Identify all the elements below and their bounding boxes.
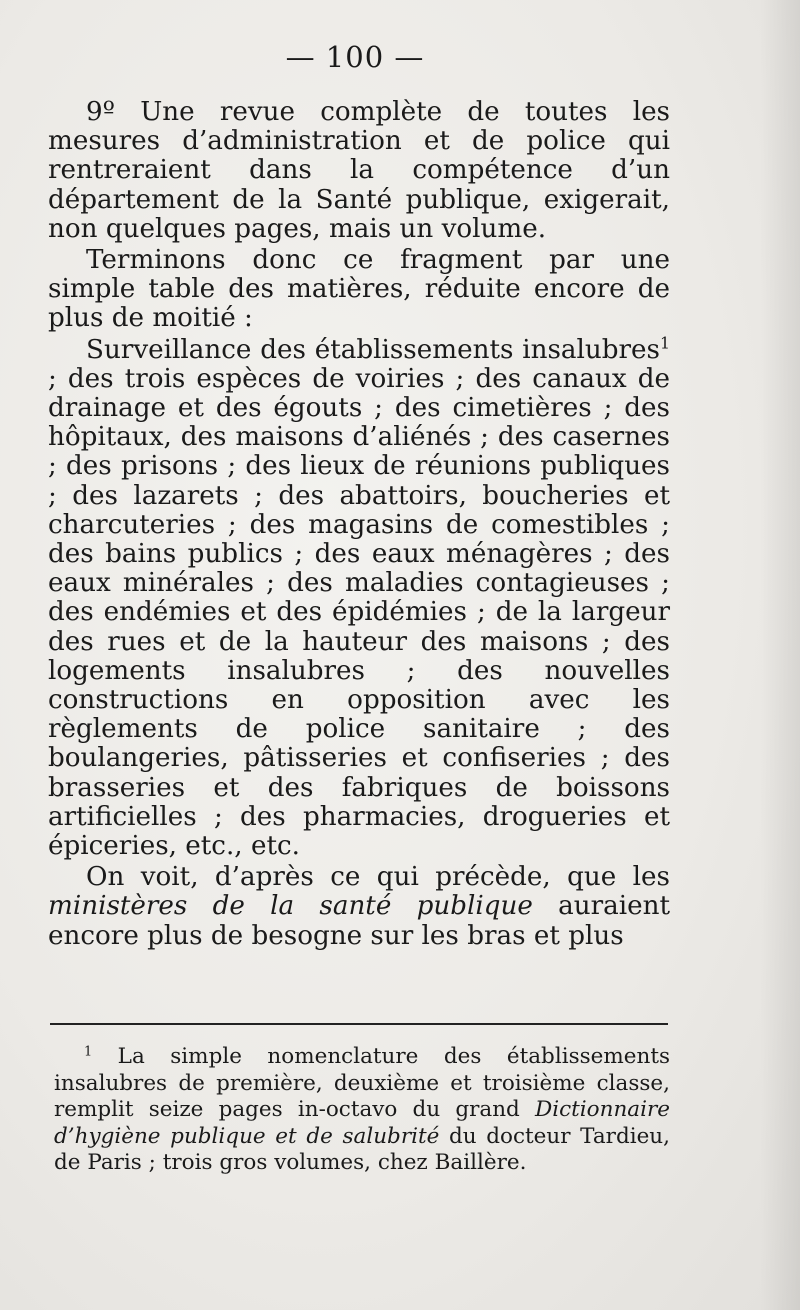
footnote [54, 1044, 670, 1177]
footnote-mark: 1 [84, 1044, 93, 1060]
footnote-separator [50, 1023, 668, 1025]
footnote-text-end: du docteur Tardieu, de Paris ; trois gros volumes, chez Baillère. [54, 1123, 670, 1176]
main-text [48, 98, 670, 951]
paragraph-text: auraient encore plus de besogne sur les bras et plus [48, 891, 670, 951]
paragraph-text: Surveillance des établissements insalubres [86, 334, 660, 365]
paragraph-text: On voit, d’après ce qui précède, que les [86, 862, 670, 893]
paragraph-on-voit [48, 863, 670, 951]
paragraph-terminons: Terminons donc ce fragment par une simple table des matières, réduite encore de plus de moitié : [48, 245, 670, 334]
footnote-text-start: La simple nomenclature des établissements insalubres de première, deuxième et troisième classe, remplit seize pages in-octavo du grand [54, 1044, 670, 1123]
footnote-text [54, 1044, 670, 1177]
page-number-header: — 100 — [285, 40, 425, 74]
paragraph-item-9: 9º Une revue complète de toutes les mesures d’administration et de police qui rentreraient dans la compétence d’un département de la Santé publique, exigerait, non quelques pages, mais un volume. [48, 97, 670, 244]
italic-phrase: ministères de la santé publique [48, 891, 533, 922]
paragraph-surveillance-list [48, 333, 670, 862]
footnote-italic-title: Dictionnaire d’hygiène publique et de salubrité [54, 1097, 670, 1149]
paragraph-text: ; des trois espèces de voiries ; des canaux de drainage et des égouts ; des cimetières ; des hôpitaux, des maisons d’aliénés ; des casernes ; des prisons ; des lieux de réunions publiques ; des lazarets ; des abattoirs, boucheries et charcuteries ; des magasins de comestibles ; des bains publics ; des eaux ménagères ; des eaux minérales ; des maladies contagieuses ; des endémies et des épidémies ; de la largeur des rues et de la hauteur des maisons ; des logements insalubres ; des nouvelles constructions en opposition avec les règlements de police sanitaire ; des boulangeries, pâtisseries et confiseries ; des brasseries et des fabriques de boissons artificielles ; des pharmacies, drogueries et épiceries, etc., etc. [48, 363, 670, 862]
footnote-reference: 1 [659, 333, 670, 353]
